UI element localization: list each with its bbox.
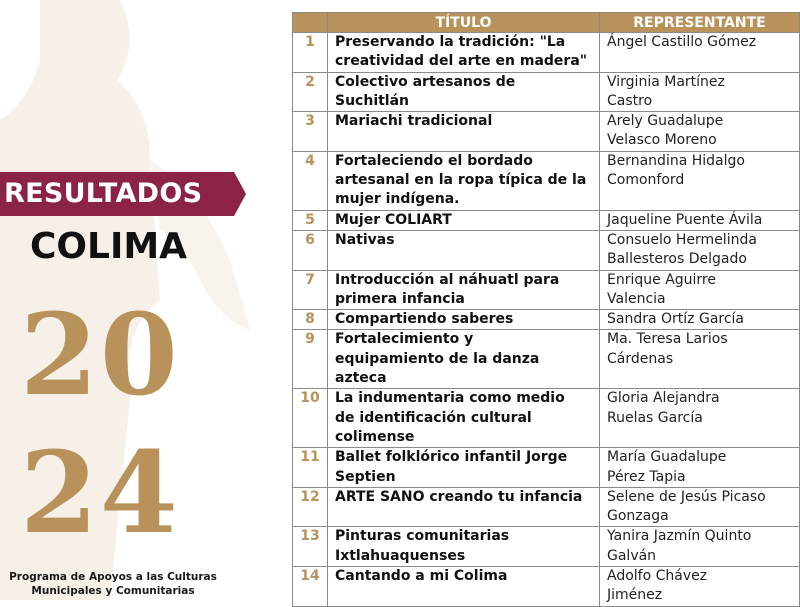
table-row (293, 389, 800, 448)
header-representative: REPRESENTANTE (600, 13, 800, 33)
row-number: 3 (293, 112, 328, 152)
row-title-line: ARTE SANO creando tu infancia (335, 488, 583, 505)
table-row (293, 112, 800, 152)
table-row (293, 210, 800, 230)
row-title-line: Ballet folklórico infantil Jorge (335, 449, 568, 466)
row-title-line: colimense (335, 428, 415, 445)
program-name-line2: Municipales y Comunitarias (31, 585, 195, 597)
row-representative-line: Selene de Jesús Picaso (607, 488, 766, 505)
row-title-line: Ixtlahuaquenses (335, 547, 466, 564)
program-name-line1: Programa de Apoyos a las Culturas (9, 571, 217, 583)
row-number: 1 (293, 33, 328, 73)
row-representative (600, 310, 800, 330)
row-title-line: Compartiendo saberes (335, 311, 514, 328)
row-title-line: Pinturas comunitarias (335, 528, 510, 545)
row-number: 4 (293, 151, 328, 210)
row-representative (600, 527, 800, 567)
row-number: 5 (293, 210, 328, 230)
row-representative (600, 330, 800, 389)
row-representative-line: Gloria Alejandra (607, 390, 720, 407)
row-representative-line: Ma. Teresa Larios (607, 331, 728, 348)
row-number: 2 (293, 72, 328, 112)
row-representative-line: Yanira Jazmín Quinto (607, 528, 752, 545)
table-header-row (293, 13, 800, 33)
row-title-line: azteca (335, 370, 387, 387)
row-title-line: Mariachi tradicional (335, 113, 493, 130)
row-title (328, 330, 600, 389)
table-row (293, 230, 800, 270)
row-title-line: Introducción al náhuatl para (335, 271, 560, 288)
row-title (328, 448, 600, 488)
row-title-line: primera infancia (335, 290, 465, 307)
row-title-line: Fortalecimiento y (335, 331, 474, 348)
row-representative (600, 151, 800, 210)
row-representative-line: Valencia (607, 290, 666, 307)
row-title-line: de identificación cultural (335, 409, 532, 426)
header-number (293, 13, 328, 33)
row-number: 9 (293, 330, 328, 389)
row-title-line: Preservando la tradición: "La (335, 34, 566, 50)
row-representative-line: Comonford (607, 172, 685, 189)
row-title-line: mujer indígena. (335, 191, 460, 208)
row-representative-line: Gonzaga (607, 508, 669, 525)
year-top-digits: 20 (20, 290, 180, 421)
row-representative (600, 230, 800, 270)
row-representative-line: Galván (607, 547, 657, 564)
row-representative-line: Sandra Ortíz García (607, 311, 745, 328)
row-number: 12 (293, 487, 328, 527)
row-title-line: Fortaleciendo el bordado (335, 152, 533, 169)
program-name (4, 570, 222, 598)
row-title (328, 33, 600, 73)
row-representative (600, 389, 800, 448)
row-title (328, 527, 600, 567)
table-row (293, 33, 800, 73)
row-representative-line: Ángel Castillo Gómez (607, 34, 757, 50)
row-title-line: artesanal en la ropa típica de la (335, 172, 587, 189)
row-representative-line: Ballesteros Delgado (607, 251, 747, 268)
table-row (293, 310, 800, 330)
row-title-line: equipamiento de la danza (335, 350, 540, 367)
table-row (293, 330, 800, 389)
row-title (328, 151, 600, 210)
row-title-line: Suchitlán (335, 92, 410, 109)
row-number: 8 (293, 310, 328, 330)
row-title (328, 487, 600, 527)
row-number: 7 (293, 270, 328, 310)
row-representative (600, 567, 800, 607)
row-representative-line: Ruelas García (607, 409, 703, 426)
row-title (328, 72, 600, 112)
state-title: COLIMA (30, 226, 188, 267)
row-number: 14 (293, 567, 328, 607)
row-number: 6 (293, 230, 328, 270)
row-representative (600, 112, 800, 152)
results-banner (0, 172, 246, 216)
table-row (293, 487, 800, 527)
row-representative (600, 448, 800, 488)
table-row (293, 270, 800, 310)
row-representative-line: Castro (607, 92, 653, 109)
row-title-line: Nativas (335, 231, 395, 248)
row-representative-line: Consuelo Hermelinda (607, 231, 757, 248)
row-title (328, 230, 600, 270)
row-title-line: Colectivo artesanos de (335, 73, 516, 90)
row-title-line: Septien (335, 468, 396, 485)
year-bottom-digits: 24 (20, 428, 180, 559)
row-representative (600, 210, 800, 230)
row-representative-line: María Guadalupe (607, 449, 727, 466)
row-title (328, 310, 600, 330)
results-table (292, 12, 800, 607)
table-row (293, 527, 800, 567)
row-representative-line: Pérez Tapia (607, 468, 686, 485)
table-row (293, 72, 800, 112)
row-title (328, 112, 600, 152)
row-title (328, 270, 600, 310)
table-row (293, 567, 800, 607)
row-representative-line: Velasco Moreno (607, 132, 717, 149)
row-title-line: Mujer COLIART (335, 211, 452, 228)
row-title-line: creatividad del arte en madera" (335, 53, 588, 70)
row-title-line: Cantando a mi Colima (335, 568, 508, 585)
row-representative (600, 487, 800, 527)
row-representative-line: Virginia Martínez (607, 73, 725, 90)
row-representative-line: Bernandina Hidalgo (607, 152, 745, 169)
row-representative (600, 72, 800, 112)
row-number: 11 (293, 448, 328, 488)
row-number: 10 (293, 389, 328, 448)
row-representative-line: Cárdenas (607, 350, 674, 367)
row-representative (600, 270, 800, 310)
table-row (293, 151, 800, 210)
row-representative-line: Adolfo Chávez (607, 568, 708, 585)
row-title (328, 389, 600, 448)
table-row (293, 448, 800, 488)
row-representative-line: Jiménez (607, 587, 663, 604)
header-title: TÍTULO (328, 13, 600, 33)
banner-label: RESULTADOS (4, 178, 203, 209)
row-title (328, 210, 600, 230)
row-title (328, 567, 600, 607)
row-number: 13 (293, 527, 328, 567)
row-representative-line: Enrique Aguirre (607, 271, 716, 288)
row-representative (600, 33, 800, 73)
row-representative-line: Jaqueline Puente Ávila (607, 211, 763, 228)
row-title-line: La indumentaria como medio (335, 390, 565, 407)
row-representative-line: Arely Guadalupe (607, 113, 724, 130)
